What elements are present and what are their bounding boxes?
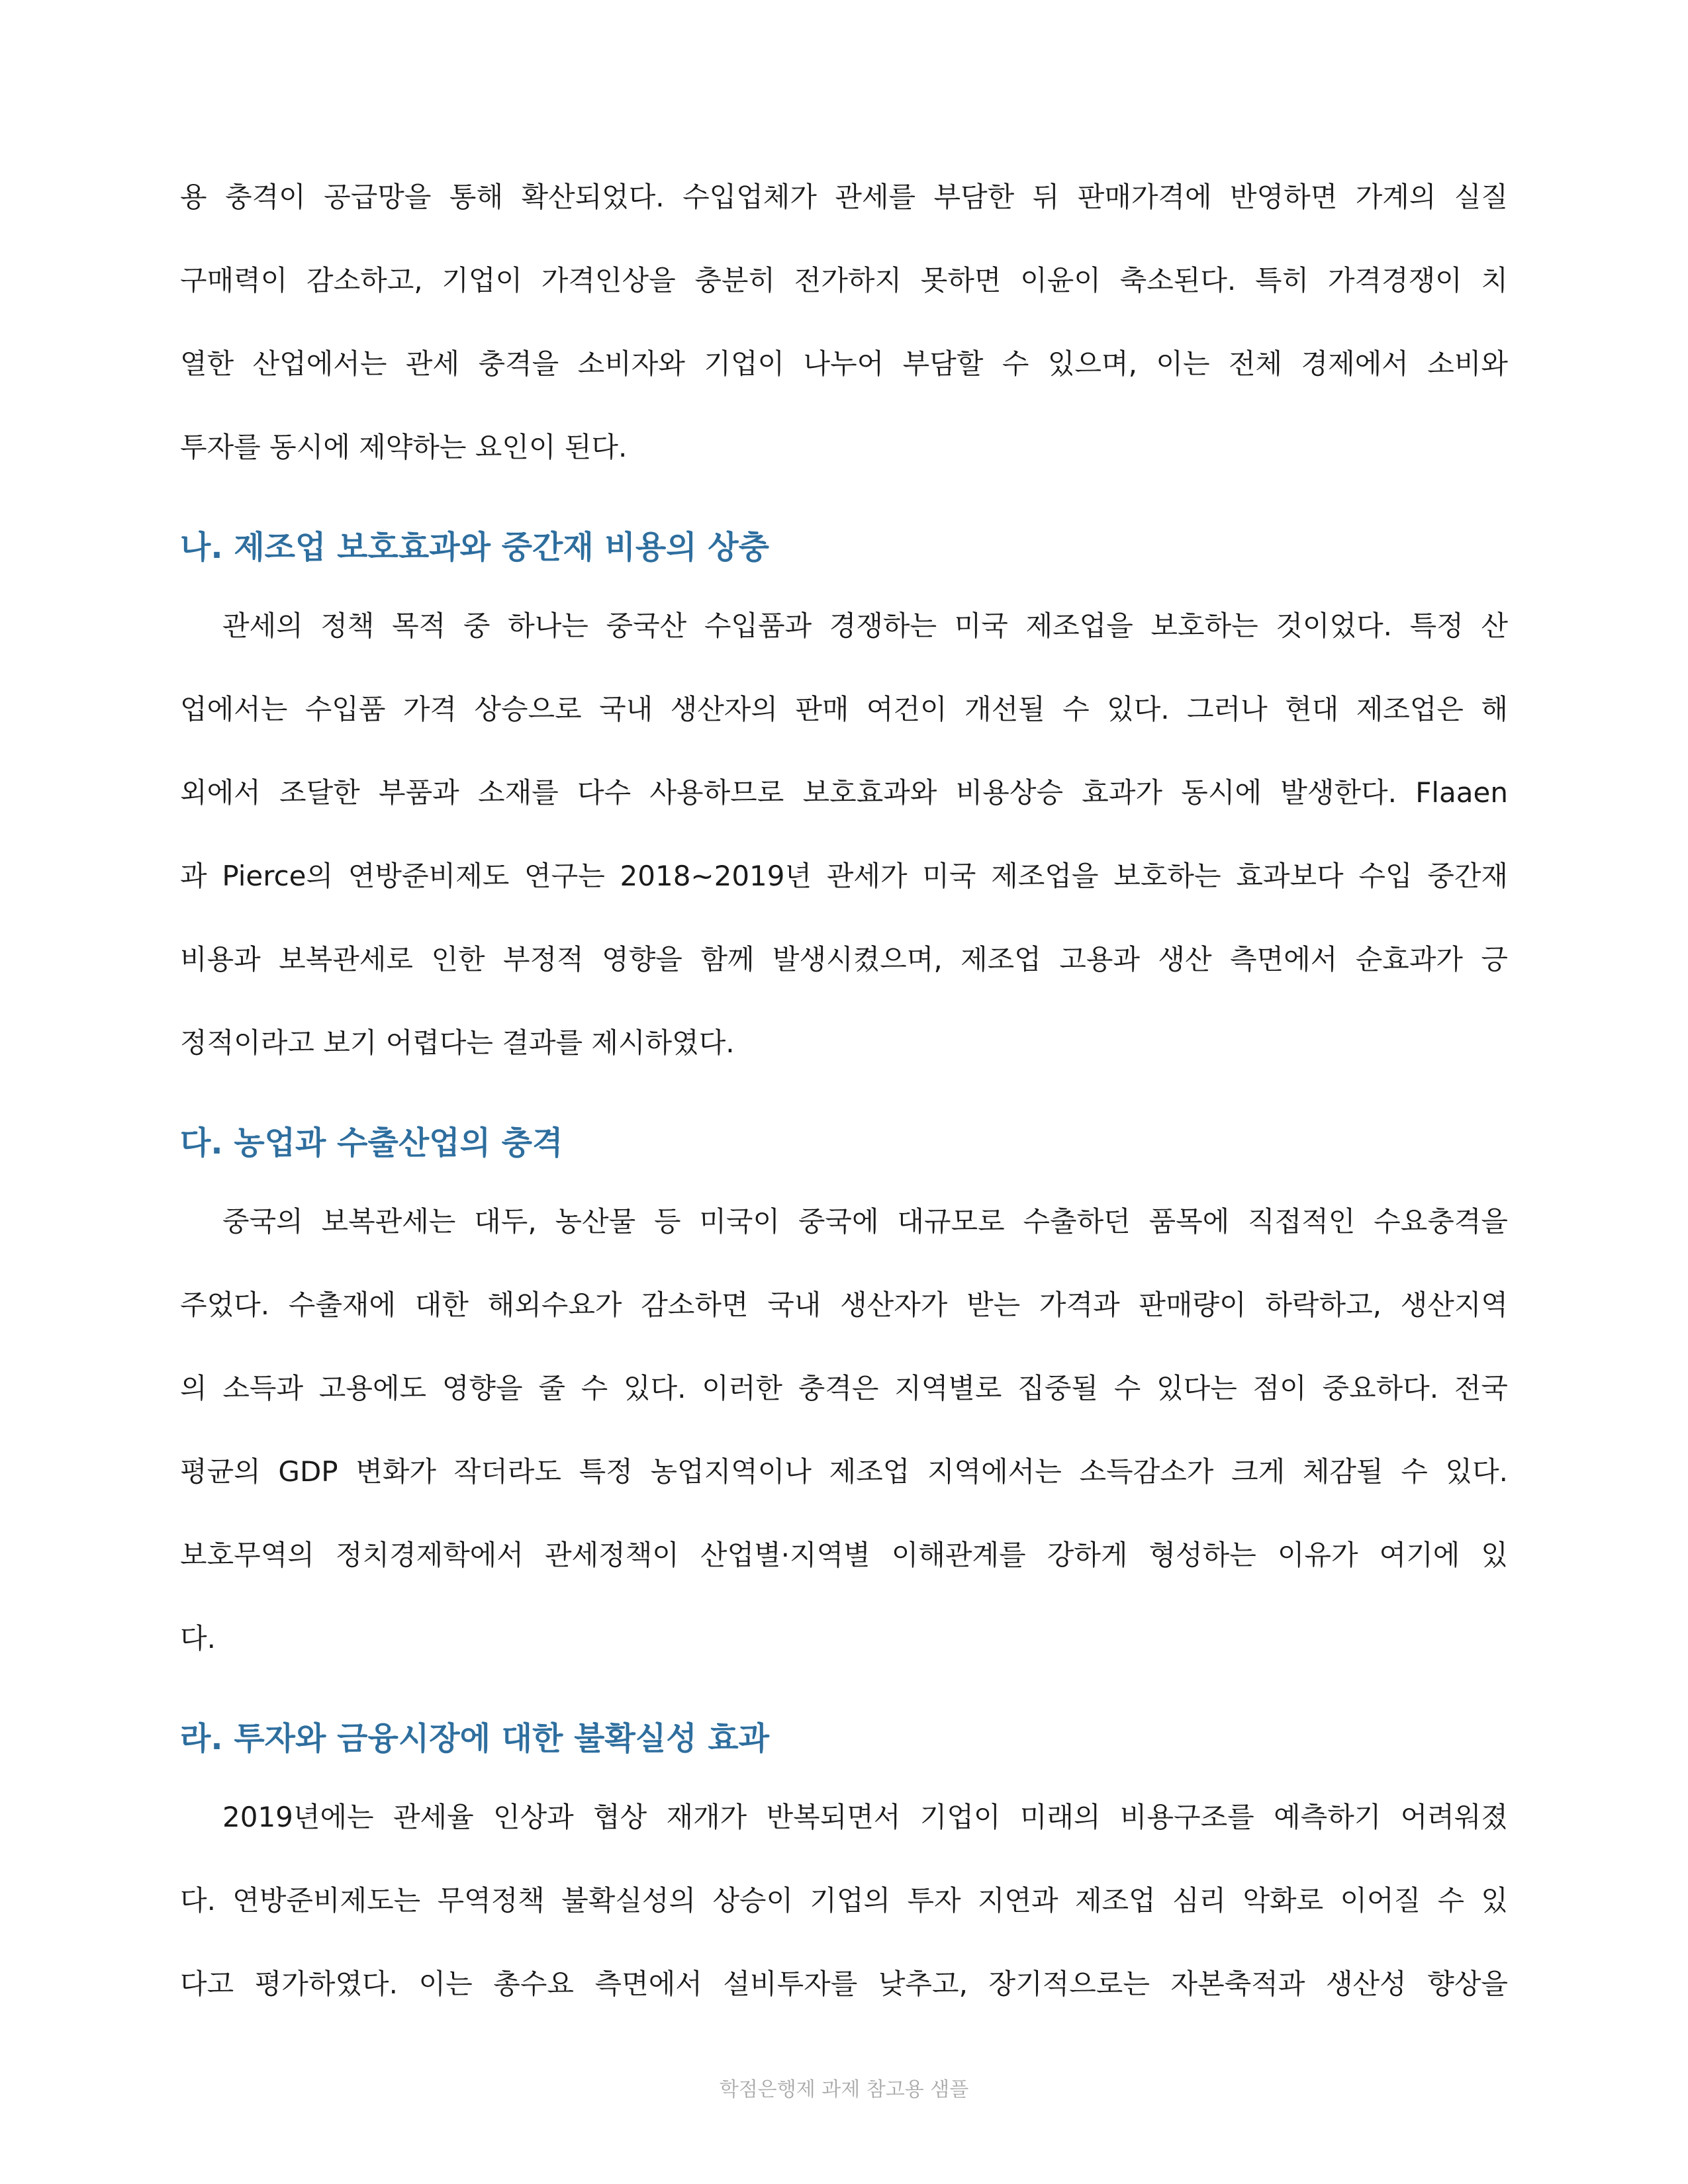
paragraph-line: 구매력이 감소하고, 기업이 가격인상을 충분히 전가하지 못하면 이윤이 축소된다. 특히 가격경쟁이 치 <box>180 264 1508 296</box>
paragraph-line: 정적이라고 보기 어렵다는 결과를 제시하였다. <box>180 1026 735 1059</box>
paragraph-line: 평균의 GDP 변화가 작더라도 특정 농업지역이나 제조업 지역에서는 소득감소가 크게 체감될 수 있다. <box>180 1455 1508 1488</box>
paragraph-line: 비용과 보복관세로 인한 부정적 영향을 함께 발생시켰으며, 제조업 고용과 생산 측면에서 순효과가 긍 <box>180 943 1508 976</box>
paragraph-line: 용 충격이 공급망을 통해 확산되었다. 수입업체가 관세를 부담한 뒤 판매가격에 반영하면 가계의 실질 <box>180 181 1508 213</box>
paragraph-line: 관세의 정책 목적 중 하나는 중국산 수입품과 경쟁하는 미국 제조업을 보호하는 것이었다. 특정 산 <box>222 610 1508 642</box>
paragraph-line: 과 Pierce의 연방준비제도 연구는 2018~2019년 관세가 미국 제조업을 보호하는 효과보다 수입 중간재 <box>180 860 1508 892</box>
paragraph-line: 중국의 보복관세는 대두, 농산물 등 미국이 중국에 대규모로 수출하던 품목에 직접적인 수요충격을 <box>222 1205 1508 1238</box>
paragraph-line: 보호무역의 정치경제학에서 관세정책이 산업별·지역별 이해관계를 강하게 형성하는 이유가 여기에 있 <box>180 1539 1508 1571</box>
paragraph-line: 다. <box>180 1622 216 1655</box>
paragraph-line: 외에서 조달한 부품과 소재를 다수 사용하므로 보호효과와 비용상승 효과가 동시에 발생한다. Flaaen <box>180 776 1508 809</box>
paragraph-line: 다고 평가하였다. 이는 총수요 측면에서 설비투자를 낮추고, 장기적으로는 자본축적과 생산성 향상을 <box>180 1968 1508 2000</box>
paragraph-line: 열한 산업에서는 관세 충격을 소비자와 기업이 나누어 부담할 수 있으며, 이는 전체 경제에서 소비와 <box>180 347 1508 380</box>
paragraph-line: 투자를 동시에 제약하는 요인이 된다. <box>180 431 628 463</box>
section-heading-da: 다. 농업과 수출산업의 충격 <box>180 1124 563 1161</box>
page-footer: 학점은행제 과제 참고용 샘플 <box>719 2078 969 2101</box>
paragraph-line: 다. 연방준비제도는 무역정책 불확실성의 상승이 기업의 투자 지연과 제조업 심리 악화로 이어질 수 있 <box>180 1884 1508 1917</box>
paragraph-line: 2019년에는 관세율 인상과 협상 재개가 반복되면서 기업이 미래의 비용구조를 예측하기 어려워졌 <box>222 1801 1508 1833</box>
paragraph-line: 주었다. 수출재에 대한 해외수요가 감소하면 국내 생산자가 받는 가격과 판매량이 하락하고, 생산지역 <box>180 1289 1508 1321</box>
paragraph-line: 의 소득과 고용에도 영향을 줄 수 있다. 이러한 충격은 지역별로 집중될 수 있다는 점이 중요하다. 전국 <box>180 1372 1508 1404</box>
section-heading-ra: 라. 투자와 금융시장에 대한 불확실성 효과 <box>180 1720 770 1757</box>
section-heading-na: 나. 제조업 보호효과와 중간재 비용의 상충 <box>180 529 770 566</box>
paragraph-line: 업에서는 수입품 가격 상승으로 국내 생산자의 판매 여건이 개선될 수 있다. 그러나 현대 제조업은 해 <box>180 693 1508 725</box>
